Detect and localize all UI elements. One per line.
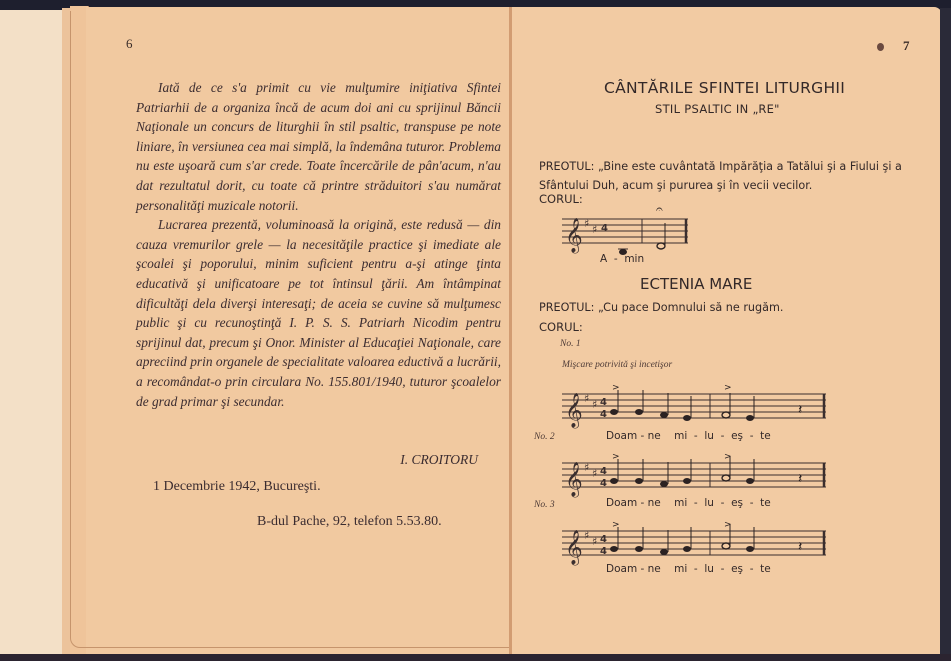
rest-icon: 𝄽 (798, 539, 803, 555)
note (722, 412, 730, 418)
left-page (86, 7, 510, 654)
note (635, 546, 643, 552)
note (657, 243, 665, 249)
amen-lyric: A - min (600, 253, 645, 265)
right-page (512, 7, 942, 654)
kyrie-staff-1 (562, 382, 842, 432)
rest-icon: 𝄽 (798, 402, 803, 418)
book-bottom-edge (0, 654, 951, 661)
kyrie-lyric: Doam - ne mi - lu - eş - te (606, 430, 771, 442)
address-line: B-dul Pache, 92, telefon 5.53.80. (257, 514, 442, 529)
note (683, 546, 691, 552)
treble-clef-icon: 𝄞 (565, 393, 583, 428)
ink-spot (877, 43, 884, 51)
variant-number: No. 3 (534, 500, 555, 510)
sharp-icon: ♯ (592, 398, 598, 411)
accent-mark: > (724, 452, 732, 462)
sharp-icon: ♯ (584, 392, 590, 405)
note (746, 478, 754, 484)
note (635, 478, 643, 484)
note (683, 478, 691, 484)
page-title: CÂNTĂRILE SFINTEI LITURGHII (604, 79, 846, 97)
preface-text (136, 78, 501, 411)
sharp-icon: ♯ (592, 535, 598, 548)
accent-mark: > (612, 383, 620, 393)
time-signature: 4 (601, 223, 608, 234)
note (746, 415, 754, 421)
note (635, 409, 643, 415)
treble-clef-icon: 𝄞 (565, 462, 583, 497)
paragraph: Iată de ce s'a primit cu vie mulţumire iniţiativa Sfintei Patriarhii de a organiza încă de acum doi ani cu sprijinul Băncii Naţionale un concurs de liturghii în stil psaltic, transpuse pe note liniare, în versiunea cea mai simplă, la îndemâna tuturor. Problema nu este uşoară cum s'ar crede. Toate încercările de pân'acum, n'au dat rezultatul dorit, cu toate că printre străduitori s'au numărat personalităţi muzicale notorii. (136, 80, 501, 213)
time-signature: 4 (600, 397, 607, 408)
sharp-icon: ♯ (584, 217, 590, 230)
accent-mark: > (612, 452, 620, 462)
time-signature: 4 (600, 534, 607, 545)
accent-mark: > (612, 520, 620, 530)
note (610, 409, 618, 415)
choir-label-2: CORUL: (539, 320, 583, 334)
accent-mark: > (724, 520, 732, 530)
note (660, 549, 668, 555)
note (722, 475, 730, 481)
rest-icon: 𝄽 (798, 471, 803, 487)
time-signature: 4 (600, 546, 607, 557)
note (660, 412, 668, 418)
page-number-left: 6 (126, 36, 133, 51)
kyrie-staff-2 (562, 451, 842, 501)
page-number-right: 7 (903, 38, 910, 53)
sharp-icon: ♯ (592, 467, 598, 480)
time-signature: 4 (600, 466, 607, 477)
accent-mark: > (724, 383, 732, 393)
tempo-marking: Mişcare potrivită şi incetişor (562, 360, 673, 370)
sharp-icon: ♯ (584, 461, 590, 474)
treble-clef-icon: 𝄞 (565, 218, 583, 253)
priest-line-1: PREOTUL: „Bine este cuvântată Impărăţia a Tatălui şi a Fiului şi a Sfântului Duh, acum şi pururea şi în vecii vecilor. (539, 160, 902, 192)
fermata-icon: 𝄐 (656, 202, 663, 216)
author-signature: I. CROITORU (400, 452, 478, 467)
underlying-page-edge (0, 10, 67, 656)
page-subtitle: STIL PSALTIC IN „RE" (655, 102, 780, 116)
treble-clef-icon: 𝄞 (565, 530, 583, 565)
kyrie-staff-3 (562, 519, 842, 569)
choir-label: CORUL: (539, 192, 583, 206)
kyrie-lyric: Doam - ne mi - lu - eş - te (606, 497, 771, 509)
kyrie-lyric: Doam - ne mi - lu - eş - te (606, 563, 771, 575)
paragraph: Lucrarea prezentă, voluminoasă la origină, este redusă — din cauza vremurilor grele — la necesităţile practice şi imediate ale şcoalei şi poporului, minim suficient pentru a-şi atinge ţinta educativă şi unificatoare pe tot întinsul ţării. Am întâmpinat dificultăţi dela diverşi interesaţi; de aceia se cuvine să mulţumesc public şi cu recunoştinţă I. P. S. S. Patriarh Nicodim pentru sprijinul dat, precum şi Onor. Minister al Educaţiei Naţionale, care apreciind prin organele de specialitate valoarea eductivă a lucrării, a recomândat-o prin circulara No. 155.801/1940, tuturor şcoalelor de grad primar şi secundar. (136, 217, 501, 409)
note (610, 478, 618, 484)
note (746, 546, 754, 552)
note (683, 415, 691, 421)
book-cover-edge (940, 8, 951, 661)
sharp-icon: ♯ (592, 223, 598, 236)
section-heading: ECTENIA MARE (640, 275, 753, 293)
note (660, 481, 668, 487)
time-signature: 4 (600, 409, 607, 420)
time-signature: 4 (600, 478, 607, 489)
priest-line-2: PREOTUL: „Cu pace Domnului să ne rugăm. (539, 301, 784, 314)
note (722, 543, 730, 549)
variant-number: No. 2 (534, 432, 555, 442)
variant-number: No. 1 (560, 339, 581, 349)
sharp-icon: ♯ (584, 529, 590, 542)
date-line: 1 Decembrie 1942, Bucureşti. (153, 479, 321, 494)
note (610, 546, 618, 552)
